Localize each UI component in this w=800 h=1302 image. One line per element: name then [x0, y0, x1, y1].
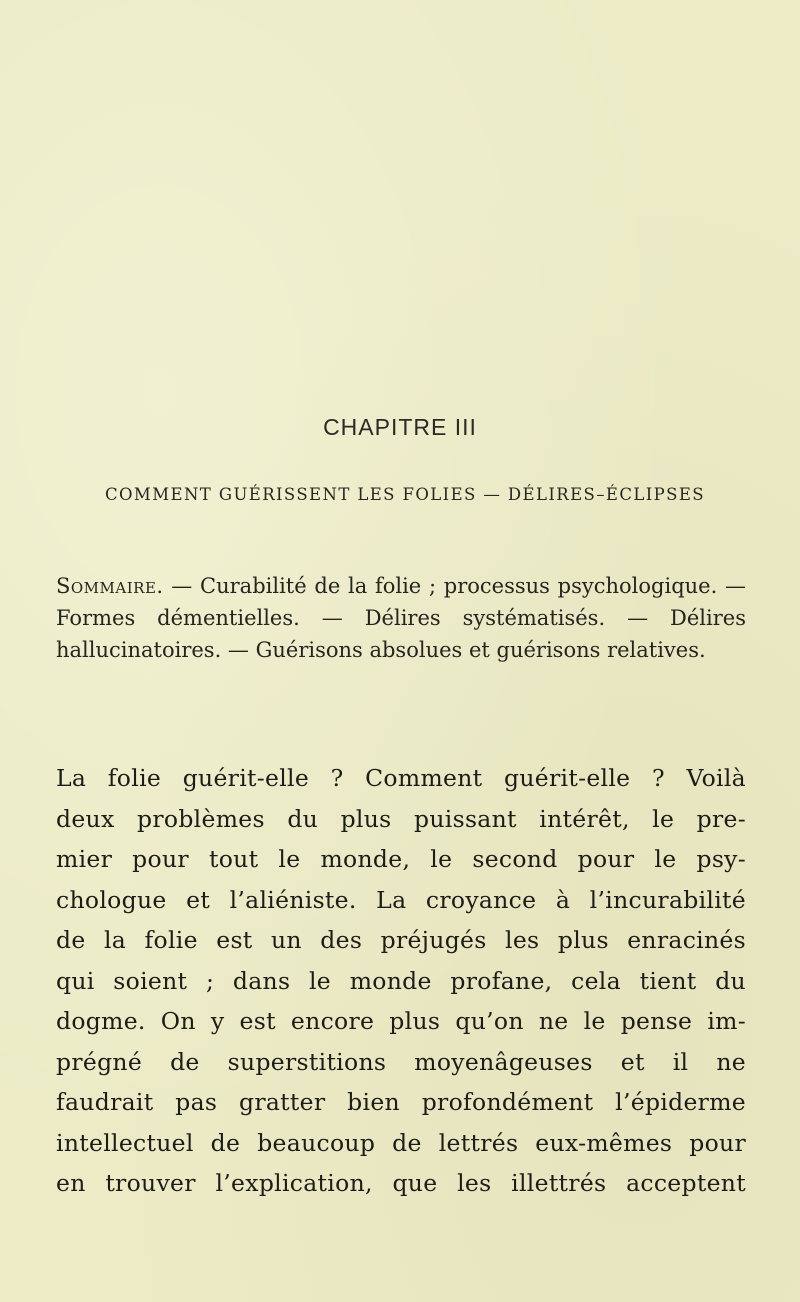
body-line: de la folie est un des préjugés les plus enracinés	[56, 926, 746, 954]
summary-label: Sommaire.	[56, 574, 164, 598]
chapter-title: CHAPITRE III	[323, 414, 477, 440]
body-line: intellectuel de beaucoup de lettrés eux-mêmes pour	[56, 1128, 746, 1157]
body-line: chologue et l’aliéniste. La croyance à l’incurabilité	[56, 885, 746, 914]
chapter-subtitle: COMMENT GUÉRISSENT LES FOLIES — DÉLIRES–ÉCLIPSES	[104, 485, 705, 504]
body-line: dogme. On y est encore plus qu’on ne le pense im-	[56, 1007, 746, 1035]
body-line: faudrait pas gratter bien profondément l’épiderme	[56, 1088, 746, 1116]
body-line: deux problèmes du plus puissant intérêt, le pre-	[56, 804, 746, 833]
body-line: La folie guérit-elle ? Comment guérit-elle ? Voilà	[56, 764, 746, 792]
body-line: en trouver l’explication, que les illettrés acceptent	[56, 1169, 746, 1197]
chapter-summary	[56, 570, 746, 666]
body-line: prégné de superstitions moyenâgeuses et il ne	[56, 1047, 746, 1076]
body-paragraph	[56, 758, 746, 1204]
body-line: mier pour tout le monde, le second pour le psy-	[56, 845, 746, 873]
body-line: qui soient ; dans le monde profane, cela tient du	[56, 966, 746, 995]
summary-text: — Curabilité de la folie ; processus psychologique. — Formes démentielles. — Délires systématisés. — Délires hallucinatoires. — Guérisons absolues et guérisons relatives.	[56, 574, 746, 662]
